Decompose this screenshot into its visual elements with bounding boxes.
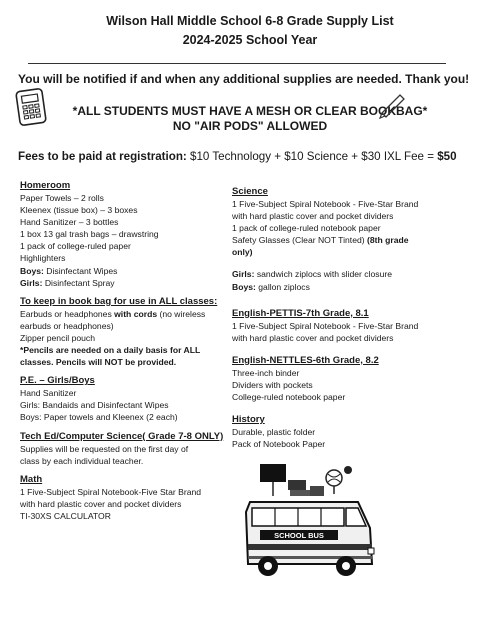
left-column xyxy=(20,180,230,529)
bus-sign-text: SCHOOL BUS xyxy=(274,531,324,540)
list-item: Hand Sanitizer xyxy=(20,388,77,399)
earbuds-text: Earbuds or headphones xyxy=(20,308,115,319)
history-heading: History xyxy=(232,414,265,426)
list-item: earbuds or headphones) xyxy=(20,320,114,331)
apple-icon xyxy=(344,466,352,474)
science-heading: Science xyxy=(232,186,268,197)
fees-label: Fees to be paid at registration: xyxy=(18,150,187,163)
school-title: Wilson Hall Middle School 6-8 Grade Supply List xyxy=(106,14,394,28)
list-item: College-ruled notebook paper xyxy=(232,392,346,403)
spacer xyxy=(232,300,482,308)
list-item xyxy=(232,281,482,293)
right-column xyxy=(232,186,482,457)
list-item: Durable, plastic folder xyxy=(232,427,316,438)
homeroom-heading: Homeroom xyxy=(20,180,71,191)
list-item: Girls: Bandaids and Disinfectant Wipes xyxy=(20,400,169,411)
english-pettis-heading: English-PETTIS-7th Grade, 8.1 xyxy=(232,307,369,319)
list-item: Boys: Paper towels and Kleenex (2 each) xyxy=(20,412,178,423)
pe-section xyxy=(20,375,230,423)
list-item: Three-inch binder xyxy=(232,367,300,378)
girls-value: sandwich ziplocs with slider closure xyxy=(254,269,393,280)
history-section xyxy=(232,414,482,450)
tech-section xyxy=(20,431,230,467)
list-item: Zipper pencil pouch xyxy=(20,332,96,343)
header-divider xyxy=(28,63,446,64)
list-item: class by each individual teacher. xyxy=(20,455,144,466)
math-heading: Math xyxy=(20,473,43,485)
bookbag-rule: *ALL STUDENTS MUST HAVE A MESH OR CLEAR BOOKBAG* xyxy=(72,104,428,118)
science-section xyxy=(232,186,482,293)
pencil-note: *Pencils are needed on a daily basis for ALL xyxy=(20,345,201,356)
spacer xyxy=(232,258,482,268)
list-item: 1 Five-Subject Spiral Notebook - Five-Star Brand xyxy=(232,320,419,331)
list-item: Supplies will be requested on the first day of xyxy=(20,443,189,454)
list-item: TI-30XS CALCULATOR xyxy=(20,510,111,521)
list-item xyxy=(232,234,482,246)
boys-value: gallon ziplocs xyxy=(255,281,310,292)
list-item: 1 box 13 gal trash bags – drawstring xyxy=(20,229,159,240)
list-item: Pack of Notebook Paper xyxy=(232,439,326,450)
list-item xyxy=(20,308,230,320)
list-item: with hard plastic cover and pocket dividers xyxy=(232,211,394,222)
with-cords-text: with cords xyxy=(114,308,158,319)
list-item xyxy=(20,277,230,289)
girls-label: Girls: xyxy=(20,277,43,288)
list-item: Paper Towels – 2 rolls xyxy=(20,193,104,203)
homeroom-section xyxy=(20,180,230,289)
boys-label: Boys: xyxy=(232,281,256,292)
english-nettles-heading: English-NETTLES-6th Grade, 8.2 xyxy=(232,354,379,366)
list-item: Kleenex (tissue box) – 3 boxes xyxy=(20,205,138,216)
english-nettles-section xyxy=(232,355,482,403)
no-wireless-text: (no wireless xyxy=(157,308,206,319)
notice-text: You will be notified if and when any additional supplies are needed. Thank you! xyxy=(18,72,470,86)
list-item: 1 Five-Subject Spiral Notebook-Five Star Brand xyxy=(20,486,202,497)
safety-glasses-text: Safety Glasses (Clear NOT Tinted) xyxy=(232,235,367,246)
school-year: 2024-2025 School Year xyxy=(182,33,318,47)
chalkboard-icon xyxy=(260,464,286,482)
school-bus-illustration xyxy=(238,462,388,587)
tech-heading: Tech Ed/Computer Science( Grade 7-8 ONLY) xyxy=(20,430,224,442)
list-item xyxy=(232,268,482,280)
list-item: Dividers with pockets xyxy=(232,379,313,390)
pe-heading: P.E. – Girls/Boys xyxy=(20,375,95,387)
list-item xyxy=(20,265,230,277)
list-item: 1 pack of college-ruled paper xyxy=(20,241,131,252)
list-item: 1 Five-Subject Spiral Notebook - Five-Star Brand xyxy=(232,199,419,209)
girls-value: Disinfectant Spray xyxy=(42,277,115,288)
list-item: 1 pack of college-ruled notebook paper xyxy=(232,223,381,234)
list-item: Hand Sanitizer – 3 bottles xyxy=(20,217,119,228)
list-item: with hard plastic cover and pocket dividers xyxy=(20,498,182,509)
pencil-note: classes. Pencils will NOT be provided. xyxy=(20,357,177,368)
boys-value: Disinfectant Wipes xyxy=(43,265,118,276)
bookbag-section xyxy=(20,296,230,368)
fees-items: $10 Technology + $10 Science + $30 IXL Fee = xyxy=(186,150,438,163)
list-item: Highlighters xyxy=(20,253,66,264)
globe-icon xyxy=(326,470,342,486)
eighth-grade-text: (8th grade xyxy=(367,235,409,246)
english-pettis-section xyxy=(232,308,482,344)
fees-line xyxy=(18,150,457,163)
airpods-rule: NO "AIR PODS" ALLOWED xyxy=(172,119,328,133)
boys-label: Boys: xyxy=(20,265,44,276)
bookbag-heading: To keep in book bag for use in ALL classes: xyxy=(20,295,218,307)
list-item: with hard plastic cover and pocket dividers xyxy=(232,332,394,343)
pencil-icon xyxy=(378,94,408,120)
fees-total: $50 xyxy=(437,150,457,163)
girls-label: Girls: xyxy=(232,269,255,280)
math-section xyxy=(20,474,230,522)
list-item: only) xyxy=(232,247,253,258)
